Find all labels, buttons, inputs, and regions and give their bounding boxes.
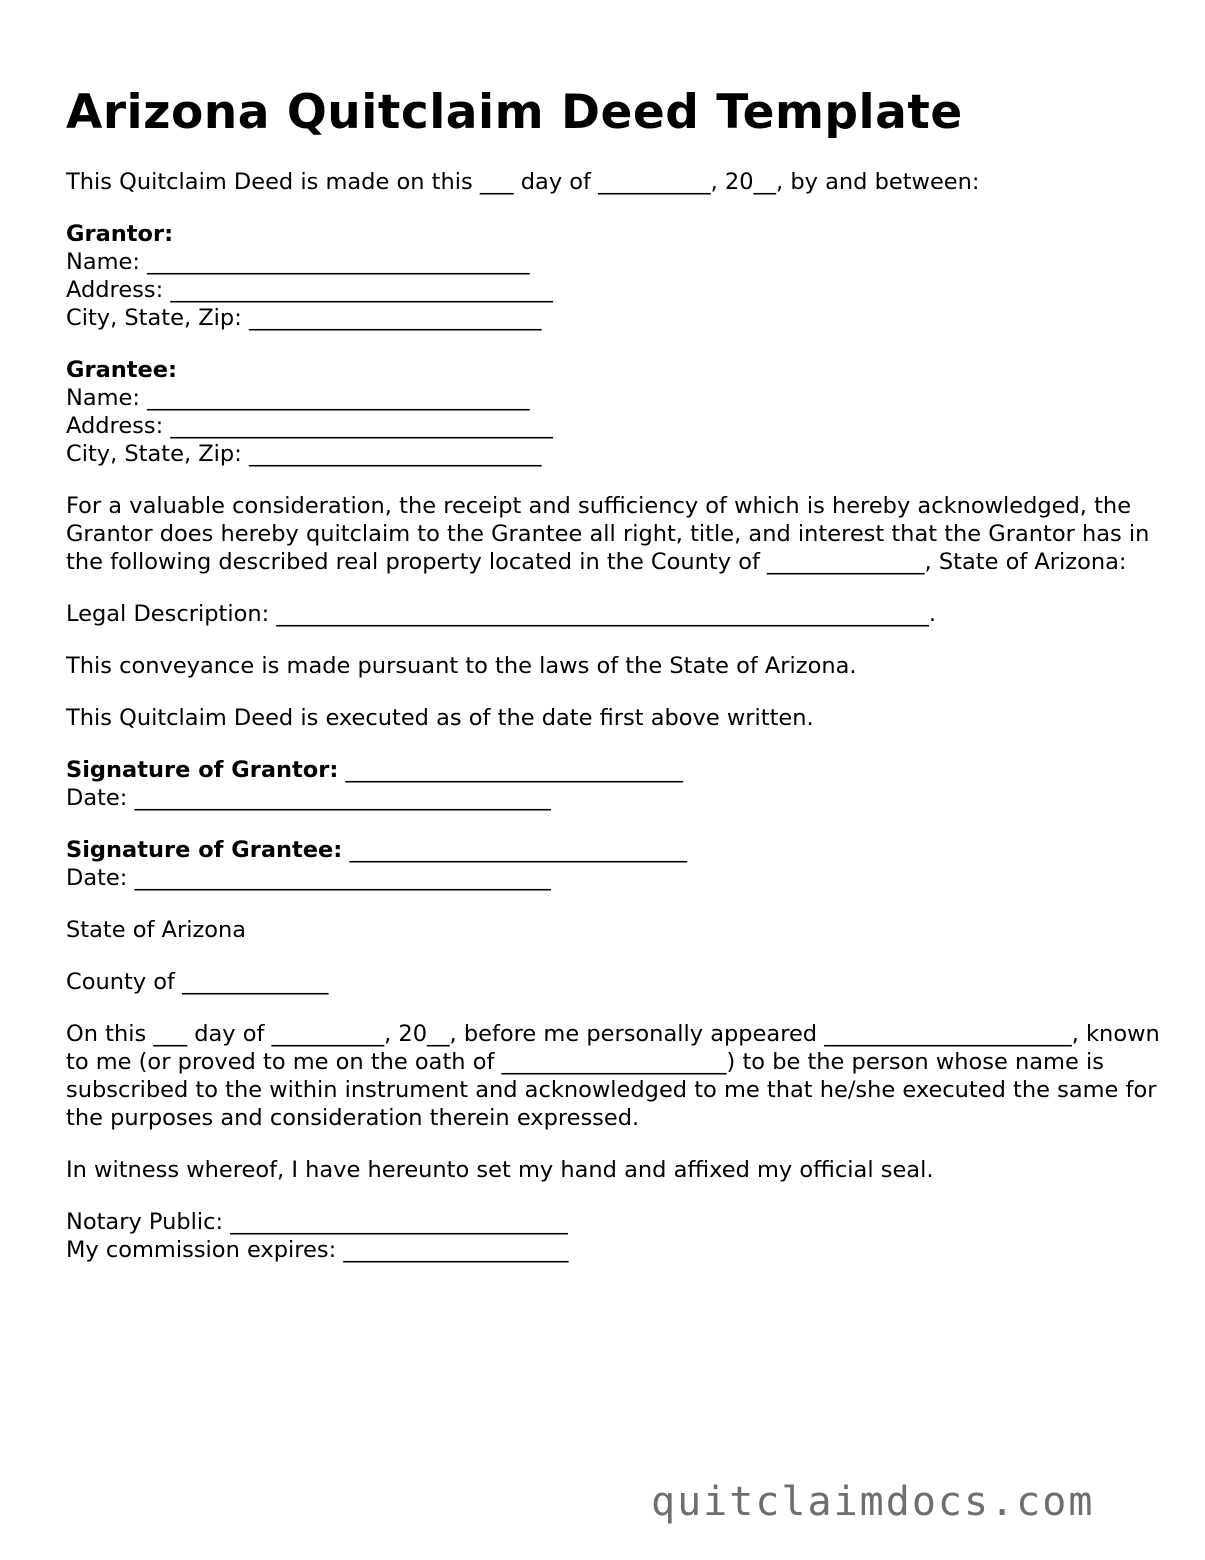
commission-expires-field: My commission expires: ____________________ xyxy=(66,1237,569,1263)
grantor-section xyxy=(66,220,1166,332)
county-line: County of _____________ xyxy=(66,969,329,995)
grantor-signature-label: Signature of Grantor: xyxy=(66,757,339,783)
grantor-address-field: Address: __________________________________ xyxy=(66,277,553,303)
legal-description-field: Legal Description: __________________________________________________________. xyxy=(66,601,936,627)
notary-public-field: Notary Public: ______________________________ xyxy=(66,1209,568,1235)
witness-paragraph: In witness whereof, I have hereunto set my hand and affixed my official seal. xyxy=(66,1157,934,1183)
acknowledgment-paragraph: On this ___ day of __________, 20__, before me personally appeared ______________________, known to me (or proved to me on the oath of ____________________) to be the person whose name is subscribed to the within instrument and acknowledged to me that he/she executed the same for the purposes and consideration therein expressed. xyxy=(66,1021,1167,1131)
grantee-city-field: City, State, Zip: __________________________ xyxy=(66,441,542,467)
grantee-section xyxy=(66,356,1166,468)
conveyance-paragraph: This conveyance is made pursuant to the laws of the State of Arizona. xyxy=(66,653,857,679)
grantee-signature-label: Signature of Grantee: xyxy=(66,837,343,863)
grantor-signature-section xyxy=(66,756,1166,812)
grantor-name-field: Name: __________________________________ xyxy=(66,249,530,275)
notary-section xyxy=(66,1208,1166,1264)
grantee-signature-line: ______________________________ xyxy=(342,837,687,863)
watermark-text: quitclaimdocs.com xyxy=(651,1479,1095,1525)
document-page xyxy=(66,78,1166,1288)
grantor-heading: Grantor: xyxy=(66,221,174,247)
grantor-city-field: City, State, Zip: __________________________ xyxy=(66,305,542,331)
grantor-signature-date: Date: _____________________________________ xyxy=(66,785,551,811)
grantor-signature-line: ______________________________ xyxy=(338,757,683,783)
grantee-signature-section xyxy=(66,836,1166,892)
executed-paragraph: This Quitclaim Deed is executed as of the date first above written. xyxy=(66,705,814,731)
consideration-paragraph: For a valuable consideration, the receipt and sufficiency of which is hereby acknowledged, the Grantor does hereby quitclaim to the Grantee all right, title, and interest that the Grantor has in the following described real property located in the County of ______________, State of Arizona: xyxy=(66,493,1157,575)
state-line: State of Arizona xyxy=(66,917,247,943)
intro-paragraph: This Quitclaim Deed is made on this ___ day of __________, 20__, by and between: xyxy=(66,169,980,195)
document-title: Arizona Quitclaim Deed Template xyxy=(66,85,963,140)
grantee-heading: Grantee: xyxy=(66,357,178,383)
grantee-signature-date: Date: _____________________________________ xyxy=(66,865,551,891)
grantee-name-field: Name: __________________________________ xyxy=(66,385,530,411)
grantee-address-field: Address: __________________________________ xyxy=(66,413,553,439)
